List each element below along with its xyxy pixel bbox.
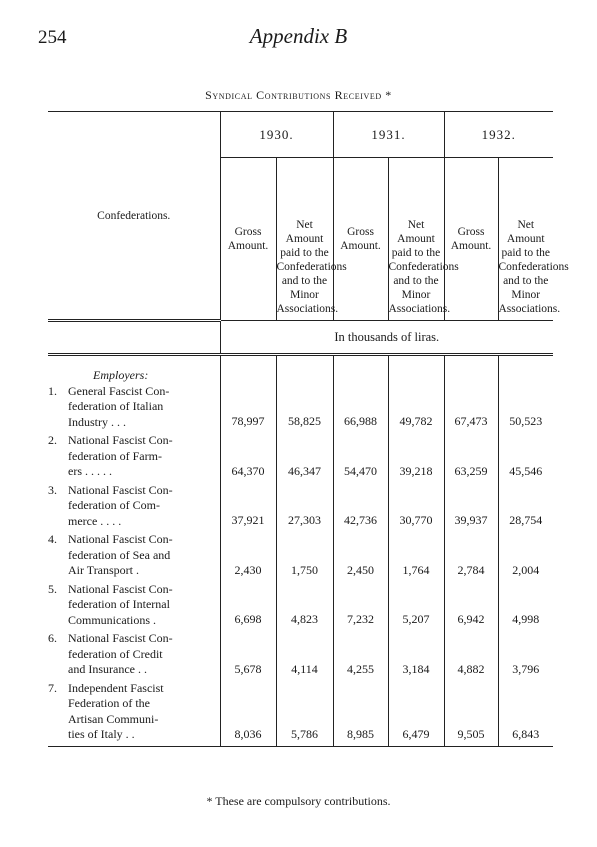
net-value-cell: 46,347 [276, 433, 333, 483]
label-line: National Fascist Con- [68, 433, 173, 447]
gross-value-cell: 67,473 [444, 355, 498, 434]
confederation-label [48, 483, 220, 533]
label-line: federation of Sea and [68, 547, 171, 562]
gross-value-cell: 6,698 [220, 582, 276, 632]
group-label-employers: Employers: [93, 368, 149, 382]
row-number: 3. [48, 482, 57, 497]
label-line: merce . . . . [68, 513, 122, 528]
table-row [48, 433, 553, 483]
gross-value-cell: 66,988 [333, 355, 388, 434]
row-number: 2. [48, 433, 57, 447]
label-line: National Fascist Con- [68, 482, 173, 497]
table-row [48, 681, 553, 747]
gross-amount-header: Gross Amount. [333, 158, 388, 321]
net-value-cell: 45,546 [498, 433, 553, 483]
net-value-cell: 6,479 [388, 681, 444, 747]
units-row: In thousands of liras. [220, 321, 553, 355]
net-amount-header: Net Amount paid to the Confederations and to the Minor Associations. [388, 158, 444, 321]
label-line: and Insurance . . [68, 662, 147, 676]
confederation-label [48, 355, 220, 434]
row-number: 5. [48, 581, 57, 596]
net-value-cell: 1,750 [276, 532, 333, 582]
net-value-cell: 30,770 [388, 483, 444, 533]
label-line: federation of Italian [68, 399, 164, 413]
net-value-cell: 4,823 [276, 582, 333, 632]
net-value-cell: 2,004 [498, 532, 553, 582]
confederations-header: Confederations. [48, 112, 220, 321]
gross-value-cell: 64,370 [220, 433, 276, 483]
label-line: ers . . . . . [68, 464, 112, 478]
table-row [48, 582, 553, 632]
label-line: Communications . [68, 612, 156, 627]
net-value-cell: 5,207 [388, 582, 444, 632]
label-line: federation of Farm- [68, 448, 162, 463]
gross-value-cell: 4,255 [333, 631, 388, 681]
net-value-cell: 39,218 [388, 433, 444, 483]
net-value-cell: 58,825 [276, 355, 333, 434]
confederation-label [48, 532, 220, 582]
table-row [48, 532, 553, 582]
footnote: * These are compulsory contributions. [206, 794, 391, 808]
gross-value-cell: 8,985 [333, 681, 388, 747]
row-number: 1. [48, 383, 57, 398]
gross-value-cell: 6,942 [444, 582, 498, 632]
net-value-cell: 49,782 [388, 355, 444, 434]
gross-value-cell: 2,784 [444, 532, 498, 582]
gross-value-cell: 7,232 [333, 582, 388, 632]
label-line: Federation of the [68, 696, 150, 710]
label-line: Artisan Communi- [68, 711, 159, 726]
net-value-cell: 50,523 [498, 355, 553, 434]
gross-value-cell: 2,450 [333, 532, 388, 582]
net-value-cell: 4,114 [276, 631, 333, 681]
net-value-cell: 27,303 [276, 483, 333, 533]
confederation-label [48, 582, 220, 632]
gross-value-cell: 9,505 [444, 681, 498, 747]
gross-amount-header: Gross Amount. [220, 158, 276, 321]
confederation-label [48, 631, 220, 681]
contributions-table-wrapper [48, 111, 569, 747]
gross-value-cell: 63,259 [444, 433, 498, 483]
gross-value-cell: 5,678 [220, 631, 276, 681]
gross-amount-header: Gross Amount. [444, 158, 498, 321]
label-line: Industry . . . [68, 414, 126, 429]
row-number: 7. [48, 680, 57, 695]
gross-value-cell: 39,937 [444, 483, 498, 533]
label-line: federation of Internal [68, 597, 170, 611]
label-line: Air Transport . [68, 563, 140, 577]
label-line: National Fascist Con- [68, 631, 173, 645]
label-line: National Fascist Con- [68, 532, 173, 546]
gross-value-cell: 54,470 [333, 433, 388, 483]
net-value-cell: 3,184 [388, 631, 444, 681]
year-1930-header: 1930. [220, 112, 333, 158]
year-1932-header: 1932. [444, 112, 553, 158]
running-head: Appendix B [249, 24, 348, 48]
gross-value-cell: 8,036 [220, 681, 276, 747]
year-1931-header: 1931. [333, 112, 444, 158]
net-amount-header: Net Amount paid to the Confederations and to the Minor Associations. [498, 158, 553, 321]
row-number: 6. [48, 631, 57, 645]
label-line: Independent Fascist [68, 680, 164, 695]
label-line: federation of Com- [68, 498, 160, 512]
net-value-cell: 28,754 [498, 483, 553, 533]
label-line: General Fascist Con- [68, 383, 170, 398]
table-title: Syndical Contributions Received * [205, 88, 392, 102]
confederation-label [48, 681, 220, 747]
label-line: ties of Italy . . [68, 727, 135, 741]
gross-value-cell: 37,921 [220, 483, 276, 533]
row-number: 4. [48, 532, 57, 546]
confederation-label [48, 433, 220, 483]
table-row [48, 483, 553, 533]
gross-value-cell: 2,430 [220, 532, 276, 582]
net-value-cell: 5,786 [276, 681, 333, 747]
net-value-cell: 1,764 [388, 532, 444, 582]
table-row [48, 631, 553, 681]
label-line: federation of Credit [68, 646, 163, 661]
net-value-cell: 3,796 [498, 631, 553, 681]
page-number: 254 [38, 27, 67, 48]
gross-value-cell: 42,736 [333, 483, 388, 533]
net-amount-header: Net Amount paid to the Confederations and to the Minor Associations. [276, 158, 333, 321]
net-value-cell: 6,843 [498, 681, 553, 747]
contributions-table [48, 111, 569, 747]
gross-value-cell: 78,997 [220, 355, 276, 434]
table-row [48, 355, 553, 434]
label-line: National Fascist Con- [68, 581, 173, 596]
gross-value-cell: 4,882 [444, 631, 498, 681]
net-value-cell: 4,998 [498, 582, 553, 632]
